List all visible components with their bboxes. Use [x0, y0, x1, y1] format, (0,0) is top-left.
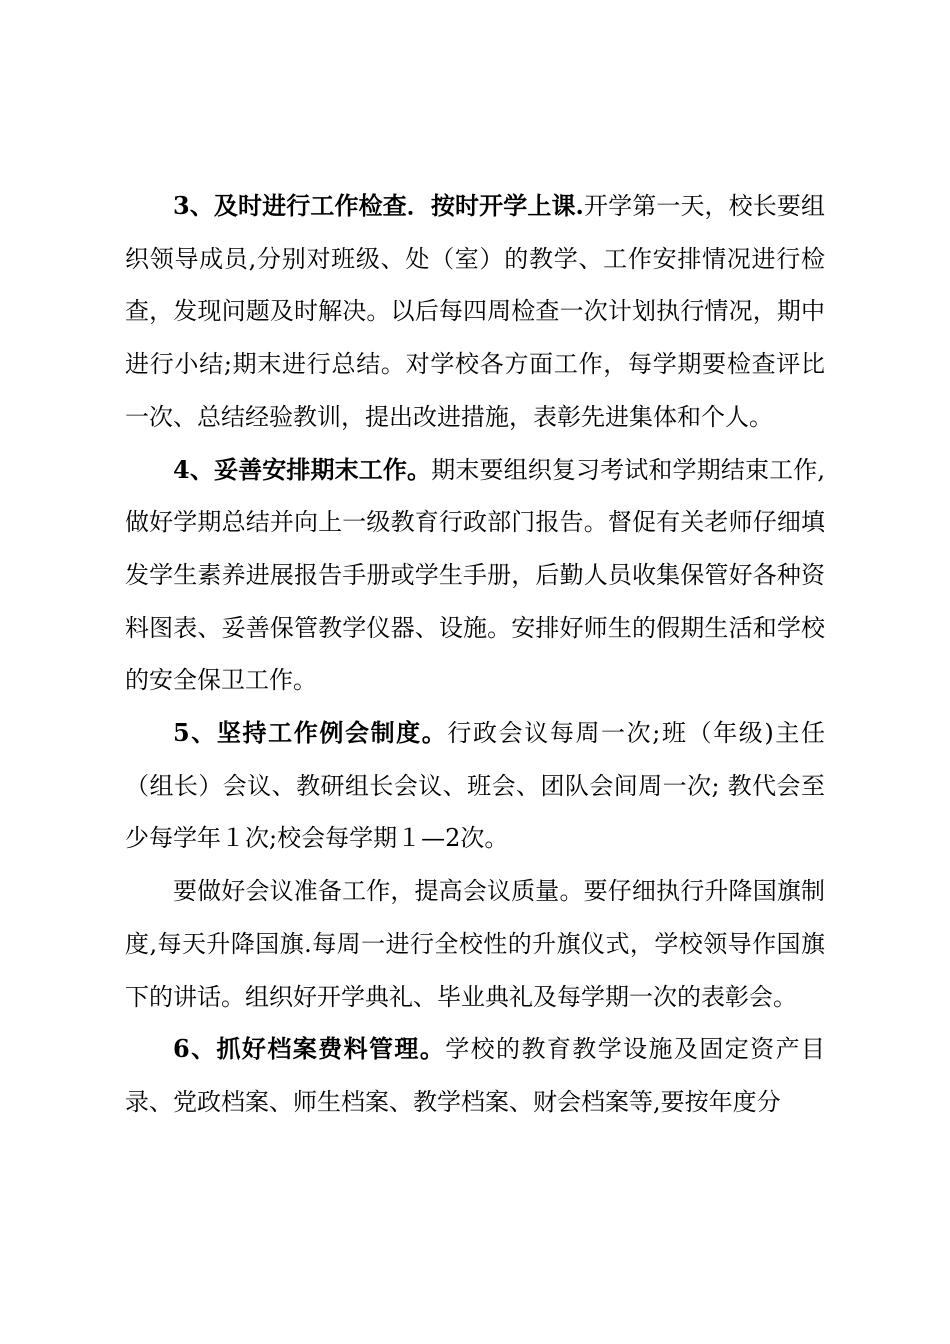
- paragraph-meetings: [125, 865, 825, 1023]
- paragraph-heading: 3、及时进行工作检查．按时开学上课.: [173, 191, 584, 220]
- paragraph-body: 要做好会议准备工作，提高会议质量。要仔细执行升降国旗制度,每天升降国旗.每周一进行全校性的升旗仪式，学校领导作国旗下的讲话。组织好开学典礼、毕业典礼及每学期一次的表彰会。: [125, 877, 825, 1011]
- paragraph-3: [125, 180, 825, 444]
- paragraph-5: [125, 707, 825, 865]
- paragraph-heading: 6、抓好档案费料管理。: [173, 1034, 446, 1064]
- paragraph-body: 开学第一天，校长要组织领导成员,分别对班级、处（室）的教学、工作安排情况进行检查，发现问题及时解决。以后每四周检查一次计划执行情况，期中进行小结;期末进行总结。对学校各方面工作，每学期要检查评比一次、总结经验教训，提出改进措施，表彰先进集体和个人。: [125, 192, 825, 431]
- paragraph-body: 期末要组织复习考试和学期结束工作,做好学期总结并向上一级教育行政部门报告。督促有关老师仔细填发学生素养进展报告手册或学生手册，后勤人员收集保管好各种资料图表、妥善保管教学仪器、设施。安排好师生的假期生活和学校的安全保卫工作。: [125, 455, 825, 695]
- document-page: [125, 180, 825, 1129]
- paragraph-4: [125, 444, 825, 708]
- paragraph-heading: 5、坚持工作例会制度。: [173, 718, 448, 748]
- paragraph-6: [125, 1023, 825, 1128]
- paragraph-heading: 4、妥善安排期末工作。: [173, 454, 432, 484]
- paragraph-body: 学校的教育教学设施及固定资产目录、党政档案、师生档案、教学档案、财会档案等,要按年度分: [125, 1035, 825, 1116]
- paragraph-body: 行政会议每周一次;班（年级)主任（组长）会议、教研组长会议、班会、团队会间周一次; 教代会至少每学年１次;校会每学期１—2次。: [125, 719, 825, 853]
